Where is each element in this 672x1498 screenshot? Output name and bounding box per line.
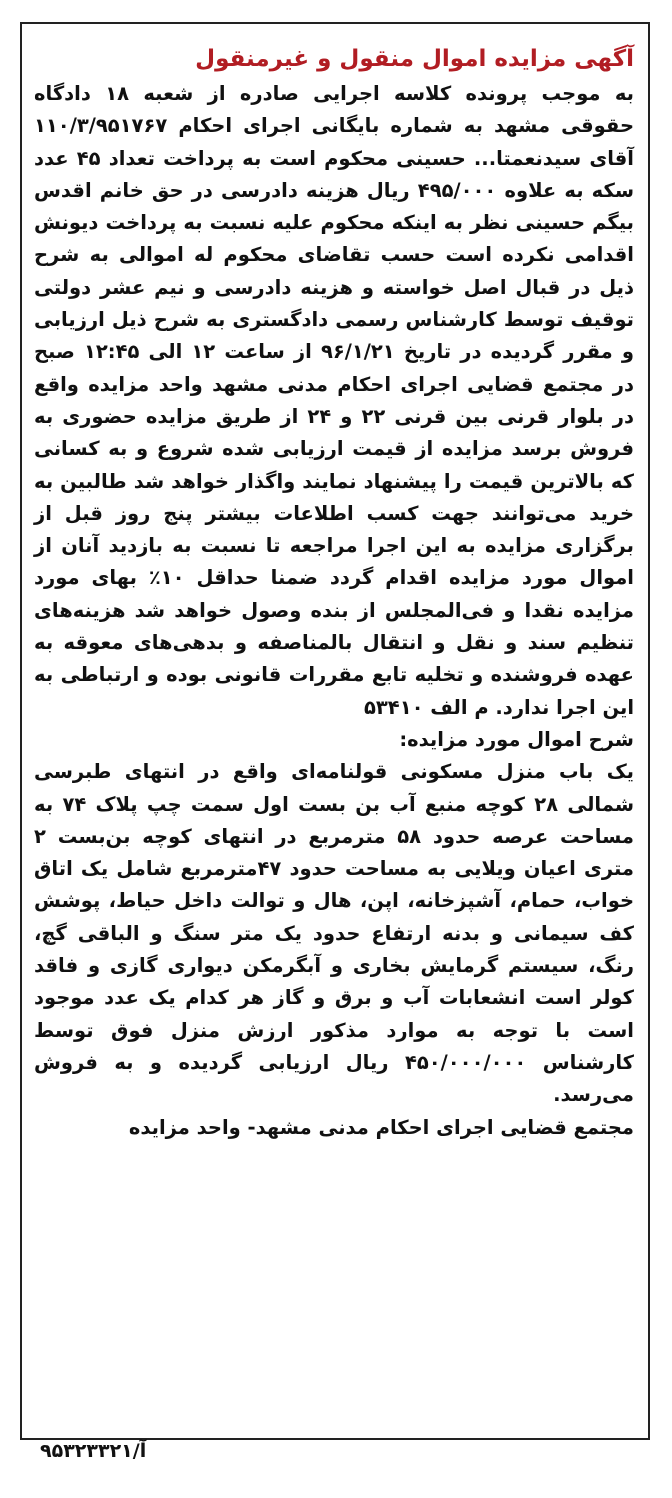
property-description: یک باب منزل مسکونی قولنامه‌ای واقع در انتهای طبرسی شمالی ۲۸ کوچه منبع آب بن بست اول سمت چپ پلاک ۷۴ به مساحت عرصه حدود ۵۸ مترمربع در انتهای کوچه بن‌بست ۲ متری اعیان ویلایی به مساحت حدود ۴۷مترمربع شامل یک اتاق خواب، حمام، آشپزخانه، اپن، هال و توالت داخل حیاط، پوشش کف سیمانی و بدنه ارتفاع حدود یک متر سنگ و الباقی گچ، رنگ، سیستم گرمایش بخاری و آبگرمکن دیواری گازی و فاقد کولر است انشعابات آب و برق و گاز هر کدام یک عدد موجود است با توجه به موارد مذکور ارزش منزل فوق توسط کارشناس ۴۵۰/۰۰۰/۰۰۰ ریال ارزیابی گردیده و به فروش می‌رسد. (34, 760, 635, 1107)
notice-title: آگهی مزایده اموال منقول و غیرمنقول (195, 46, 634, 72)
notice-signature: مجتمع قضایی اجرای احکام مدنی مشهد- واحد مزایده (128, 1115, 634, 1139)
notice-frame (20, 22, 650, 1440)
notice-content (34, 42, 634, 1144)
property-section-label: شرح اموال مورد مزایده: (399, 727, 634, 751)
notice-body: به موجب پرونده کلاسه اجرایی صادره از شعبه ۱۸ دادگاه حقوقی مشهد به شماره بایگانی اجرای احکام ۱۱۰/۳/۹۵۱۷۶۷ آقای سیدنعمتا... حسینی محکوم است به پرداخت تعداد ۴۵ عدد سکه به علاوه ۴۹۵/۰۰۰ ریال هزینه دادرسی در حق خانم اقدس بیگم حسینی نظر به اینکه محکوم علیه نسبت به پرداخت دیونش اقدامی نکرده است حسب تقاضای محکوم له اموالی به شرح ذیل در قبال اصل خواسته و هزینه دادرسی و نیم عشر دولتی توقیف توسط کارشناس رسمی دادگستری به شرح ذیل ارزیابی و مقرر گردیده در تاریخ ۹۶/۱/۲۱ از ساعت ۱۲ الی ۱۲:۴۵ صبح در مجتمع قضایی اجرای احکام مدنی مشهد واحد مزایده واقع در بلوار قرنی بین قرنی ۲۲ و ۲۴ از طریق مزایده حضوری به فروش برسد مزایده از قیمت ارزیابی شده شروع و به کسانی که بالاترین قیمت را پیشنهاد نمایند واگذار خواهد شد طالبین به خرید می‌توانند جهت کسب اطلاعات بیشتر پنج روز قبل از برگزاری مزایده به این اجرا مراجعه تا نسبت به بازدید آنان از اموال مورد مزایده اقدام گردد ضمنا حداقل ۱۰٪ بهای مورد مزایده نقدا و فی‌المجلس از بنده وصول خواهد شد هزینه‌های تنظیم سند و نقل و انتقال بالمناصفه و بدهی‌های معوقه به عهده فروشنده و تخلیه تابع مقررات قانونی بوده و ارتباطی به این اجرا ندارد. م الف ۵۳۴۱۰ (34, 82, 634, 719)
reference-number: آ/۹۵۳۲۳۳۲۱ (40, 1440, 147, 1462)
